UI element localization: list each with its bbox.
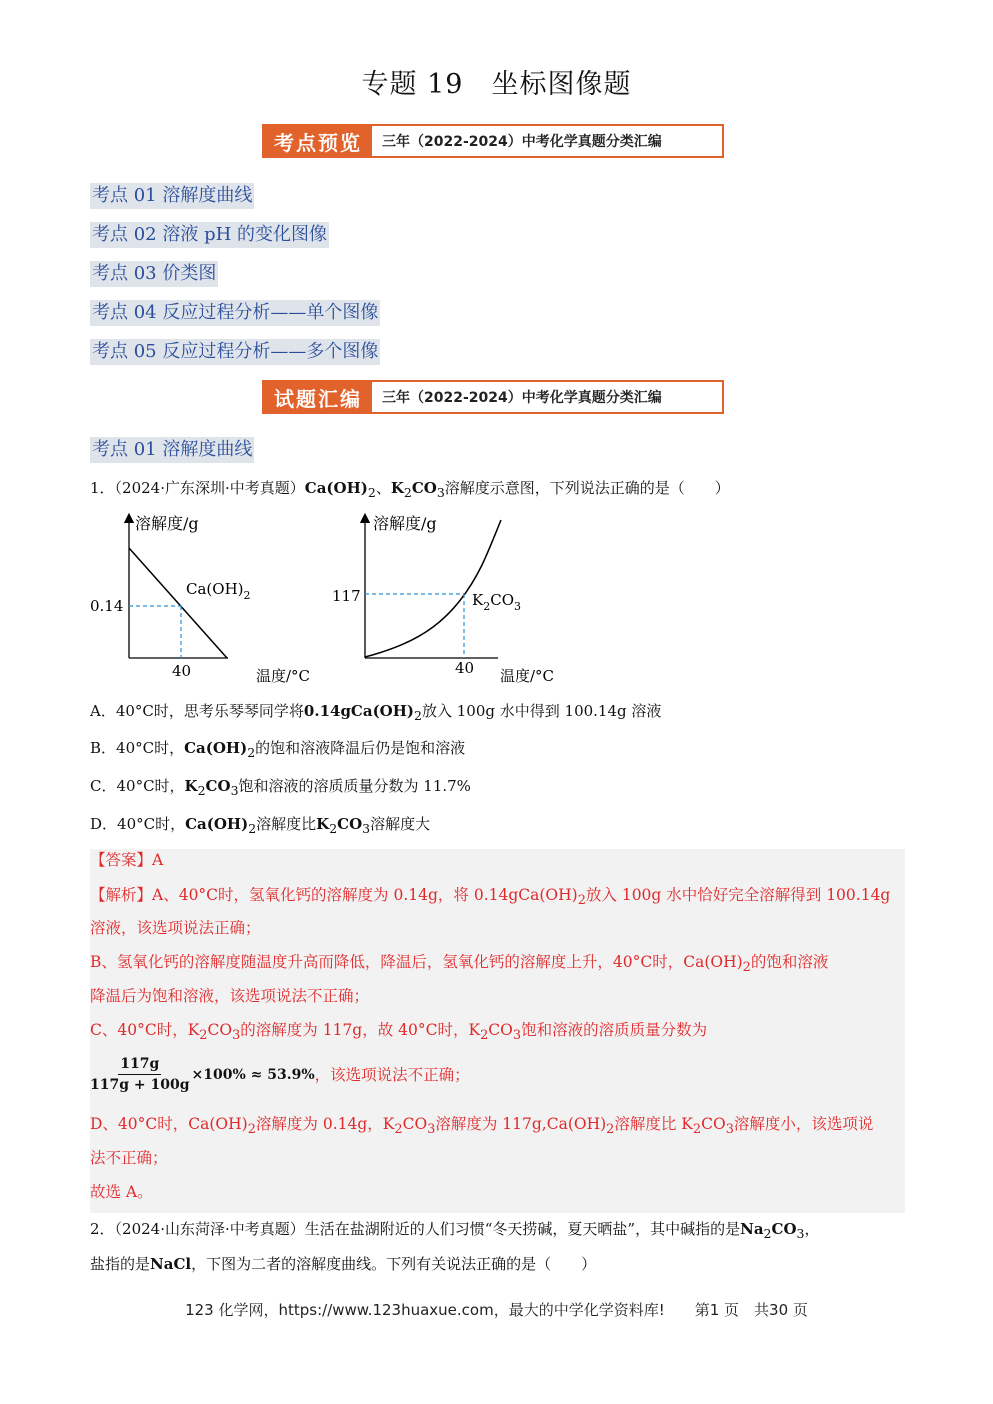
analysis-line-7: D、40°C时，$Ca(OH)_2$溶解度为 0.14g，$K_2CO_3$溶解度为 $117g,Ca(OH)_2$溶解度比 $K_2CO_3$溶解度小，该选项说 <box>90 1115 874 1138</box>
y-axis-label: 溶解度/g <box>373 514 437 533</box>
option-d[interactable]: D．40°C时，$Ca(OH)_2$溶解度比$K_2CO_3$溶解度大 <box>90 815 431 836</box>
analysis-line-2: 溶液，该选项说法正确； <box>90 919 261 937</box>
answer-label: 【答案】A <box>90 851 164 869</box>
page-footer: 123 化学网，https://www.123huaxue.com，最大的中学化学资料库! 第1 页 共30 页 <box>185 1301 808 1319</box>
analysis-line-4: 降温后为饱和溶液，该选项说法不正确； <box>90 987 370 1005</box>
fraction-expression <box>90 1054 470 1095</box>
banner-tag: 试题汇编 <box>264 382 372 412</box>
point-link-03[interactable]: 考点 03 价类图 <box>90 261 218 287</box>
x-axis-label: 温度/°C <box>256 667 311 685</box>
x-axis-label: 温度/°C <box>500 667 555 685</box>
caoh2-curve <box>129 548 227 658</box>
curve-label: $K_2CO_3$ <box>472 591 521 613</box>
curve-label: $Ca(OH)_2$ <box>186 580 251 602</box>
analysis-line-8: 法不正确； <box>90 1149 168 1167</box>
question-2-line-2: 盐指的是NaCl，下图为二者的溶解度曲线。下列有关说法正确的是（ ） <box>90 1255 597 1273</box>
y-value-label: 117 <box>332 587 361 605</box>
question-1-stem: 1．（2024·广东深圳·中考真题）$Ca(OH)_2$、$K_2CO_3$溶解度示意图，下列说法正确的是（ ） <box>90 479 730 500</box>
point-link-04[interactable]: 考点 04 反应过程分析——单个图像 <box>90 300 380 326</box>
point-link-05[interactable]: 考点 05 反应过程分析——多个图像 <box>90 339 380 365</box>
banner-tag: 考点预览 <box>264 126 372 156</box>
analysis-line-3: B、氢氧化钙的溶解度随温度升高而降低，降温后，氢氧化钙的溶解度上升，40°C时，$Ca(OH)_2$的饱和溶液 <box>90 953 829 976</box>
x-value-label: 40 <box>455 659 475 677</box>
page-title: 专题 19 坐标图像题 <box>361 69 632 100</box>
section-heading: 考点 01 溶解度曲线 <box>90 437 254 463</box>
banner-preview <box>262 124 724 158</box>
fraction-tail: ×100% ≈ 53.9% <box>191 1066 315 1083</box>
point-link-01[interactable]: 考点 01 溶解度曲线 <box>90 183 254 209</box>
banner-subtitle: 三年（2022-2024）中考化学真题分类汇编 <box>382 134 662 150</box>
analysis-line-1: 【解析】A、40°C时，氢氧化钙的溶解度为 0.14g，将 $0.14gCa(OH)_2$放入 100g 水中恰好完全溶解得到 100.14g <box>90 886 891 909</box>
option-b[interactable]: B．40°C时，$Ca(OH)_2$的饱和溶液降温后仍是饱和溶液 <box>90 739 466 760</box>
y-axis-label: 溶解度/g <box>135 514 199 533</box>
option-c[interactable]: C．40°C时，$K_2CO_3$饱和溶液的溶质质量分数为 11.7% <box>90 777 471 798</box>
analysis-line-5: C、40°C时，$K_2CO_3$的溶解度为 117g，故 40°C时，$K_2CO_3$饱和溶液的溶质质量分数为 <box>90 1021 708 1044</box>
analysis-line-9: 故选 A。 <box>90 1183 153 1201</box>
point-link-02[interactable]: 考点 02 溶液 pH 的变化图像 <box>90 222 329 248</box>
analysis-line-6: ，该选项说法不正确； <box>314 1065 470 1084</box>
fraction-denominator: 117g + 100g <box>90 1077 190 1093</box>
k2co3-curve <box>365 520 501 657</box>
banner-subtitle: 三年（2022-2024）中考化学真题分类汇编 <box>382 390 662 406</box>
fraction-numerator: 117g <box>118 1054 161 1075</box>
y-value-label: 0.14 <box>90 597 124 615</box>
question-2-line-1: 2．（2024·山东菏泽·中考真题）生活在盐湖附近的人们习惯“冬天捞碱，夏天晒盐”，其中碱指的是$Na_2CO_3$， <box>90 1220 820 1241</box>
x-value-label: 40 <box>172 662 192 680</box>
caoh2-solubility-chart <box>88 510 328 690</box>
k2co3-solubility-chart <box>328 510 568 690</box>
option-a[interactable]: A．40°C时，思考乐琴琴同学将$0.14gCa(OH)_2$放入 100g 水中得到 100.14g 溶液 <box>90 702 662 723</box>
banner-exercises <box>262 380 724 414</box>
